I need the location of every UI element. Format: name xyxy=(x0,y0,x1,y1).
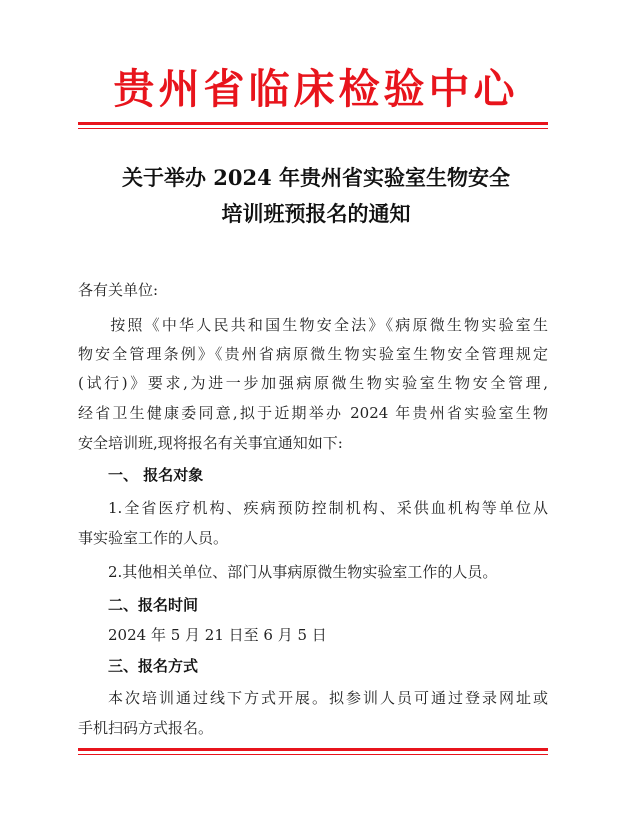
intro-line-1 xyxy=(78,314,548,335)
header-red-rule-thick xyxy=(78,122,548,125)
section-2-heading: 二、报名时间 xyxy=(108,596,199,614)
salutation: 各有关单位: xyxy=(78,281,159,299)
section-1-item-2: 2.其他相关单位、部门从事病原微生物实验室工作的人员。 xyxy=(108,563,498,581)
section-3-text-1: 本次培训通过线下方式开展。拟参训人员可通过登录网址或 xyxy=(108,689,548,707)
notice-title-line-1: 关于举办 2024 年贵州省实验室生物安全 xyxy=(121,165,511,190)
notice-title-line-2: 培训班预报名的通知 xyxy=(221,201,411,226)
intro-line-3: (试行)》要求,为进一步加强病原微生物实验室生物安全管理, xyxy=(78,374,548,392)
intro-text-1: 按照《中华人民共和国生物安全法》《病原微生物实验室生 xyxy=(108,316,548,334)
footer-red-rule-thick xyxy=(78,748,548,751)
section-3-heading: 三、报名方式 xyxy=(108,657,199,675)
footer-red-rule-thin xyxy=(78,754,548,755)
intro-line-5: 安全培训班,现将报名有关事宜通知如下: xyxy=(78,434,343,452)
section-1-item-1-cont: 事实验室工作的人员。 xyxy=(78,529,229,547)
section-1-heading: 一、 报名对象 xyxy=(108,466,204,484)
intro-line-2: 物安全管理条例》《贵州省病原微生物实验室生物安全管理规定 xyxy=(78,345,548,363)
section-3-text-2: 手机扫码方式报名。 xyxy=(78,719,214,737)
organization-header-title: 贵州省临床检验中心 xyxy=(113,65,519,113)
header-red-rule-thin xyxy=(78,128,548,129)
section-1-item-1: 1.全省医疗机构、疾病预防控制机构、采供血机构等单位从 xyxy=(108,499,548,517)
section-2-date: 2024 年 5 月 21 日至 6 月 5 日 xyxy=(108,626,327,644)
intro-line-4: 经省卫生健康委同意,拟于近期举办 2024 年贵州省实验室生物 xyxy=(78,404,548,422)
